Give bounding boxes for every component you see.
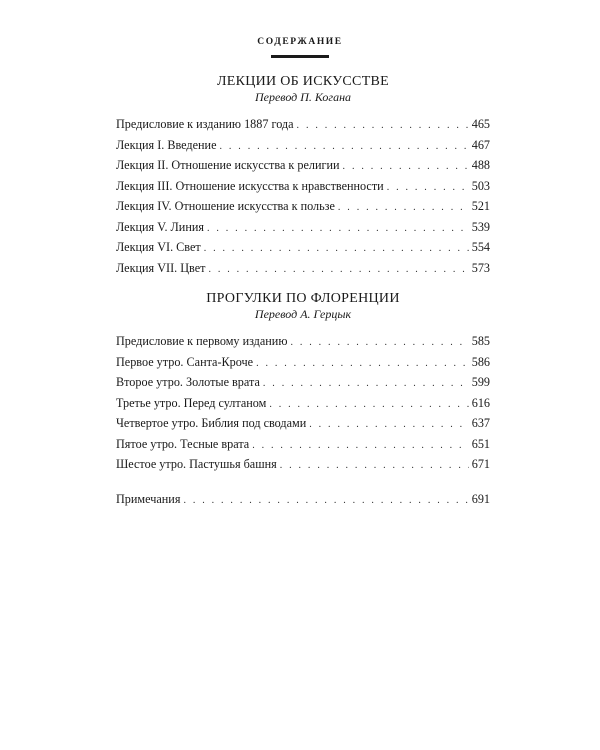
entry-page: 616 (471, 395, 490, 410)
dot-leader (204, 240, 469, 259)
head-rule (271, 55, 329, 58)
dot-leader (338, 199, 469, 218)
dot-leader (220, 138, 469, 157)
dot-leader (208, 261, 468, 280)
entry-title: Шестое утро. Пастушья башня (116, 457, 277, 471)
dot-leader (290, 334, 468, 353)
toc-entry-notes (116, 490, 490, 511)
entry-page: 573 (471, 260, 490, 275)
toc-entry (116, 177, 490, 198)
section-florence (116, 291, 490, 476)
entry-page: 586 (471, 354, 490, 369)
entry-page: 467 (471, 137, 490, 152)
dot-leader (183, 492, 468, 511)
toc-entry (116, 218, 490, 239)
dot-leader (280, 457, 469, 476)
entry-title: Лекция I. Введение (116, 137, 217, 152)
entry-title: Лекция VI. Свет (116, 240, 201, 254)
entry-page: 585 (471, 334, 490, 348)
toc-entry (116, 332, 490, 353)
dot-leader (309, 416, 468, 435)
entry-page: 521 (471, 199, 490, 213)
entry-title: Первое утро. Санта-Кроче (116, 354, 254, 369)
entry-page: 691 (471, 491, 490, 506)
toc-entry (116, 353, 490, 374)
entry-title: Второе утро. Золотые врата (116, 375, 260, 389)
entry-title: Примечания (116, 491, 181, 506)
toc-entry (116, 414, 490, 435)
toc-entry (116, 197, 490, 218)
entry-title: Лекция III. Отношение искусства к нравственности (116, 178, 384, 193)
entry-page: 465 (471, 117, 490, 131)
entry-title: Третье утро. Перед султаном (116, 395, 267, 410)
toc-entry (116, 238, 490, 259)
entry-title: Четвертое утро. Библия под сводами (116, 416, 307, 430)
entry-page: 651 (471, 436, 490, 451)
dot-leader (269, 396, 468, 415)
dot-leader (256, 355, 469, 374)
entry-title: Лекция IV. Отношение искусства к пользе (116, 199, 335, 213)
section-lectures (116, 74, 490, 279)
running-head: СОДЕРЖАНИЕ (257, 37, 343, 47)
dot-leader (297, 117, 469, 136)
entry-page: 599 (471, 375, 490, 389)
toc-entry (116, 136, 490, 157)
entry-title: Предисловие к первому изданию (116, 334, 288, 348)
entry-title: Лекция II. Отношение искусства к религии (116, 158, 340, 172)
entry-title: Предисловие к изданию 1887 года (116, 117, 294, 131)
entry-page: 488 (471, 158, 490, 172)
entry-page: 671 (471, 457, 490, 471)
section-translator: Перевод А. Герцык (254, 307, 352, 321)
toc-entry (116, 373, 490, 394)
dot-leader (263, 375, 469, 394)
entry-page: 554 (471, 240, 490, 254)
section-title: ПРОГУЛКИ ПО ФЛОРЕНЦИИ (206, 291, 400, 306)
toc-entry (116, 455, 490, 476)
dot-leader (207, 220, 469, 239)
entry-title: Лекция VII. Цвет (116, 260, 206, 275)
toc-entry (116, 394, 490, 415)
section-translator: Перевод П. Когана (254, 90, 352, 104)
entry-page: 637 (471, 416, 490, 430)
toc-entry (116, 435, 490, 456)
entry-page: 539 (471, 219, 490, 234)
section-title: ЛЕКЦИИ ОБ ИСКУССТВЕ (216, 74, 390, 89)
dot-leader (387, 179, 469, 198)
table-of-contents (116, 74, 490, 510)
toc-entry (116, 259, 490, 280)
toc-entry (116, 115, 490, 136)
entry-title: Лекция V. Линия (116, 219, 204, 234)
dot-leader (252, 437, 469, 456)
entry-title: Пятое утро. Тесные врата (116, 436, 250, 451)
dot-leader (343, 158, 469, 177)
toc-entry (116, 156, 490, 177)
entry-page: 503 (471, 178, 490, 193)
